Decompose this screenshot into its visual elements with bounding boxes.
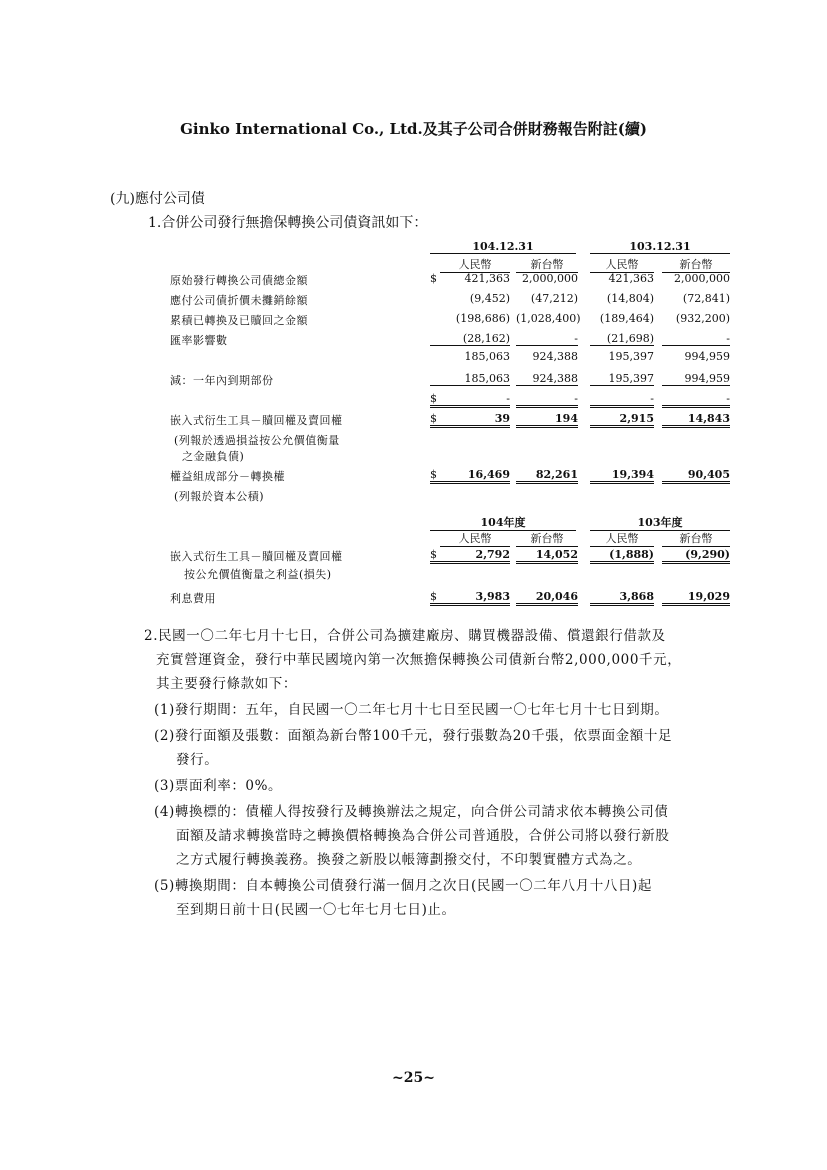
currency-symbol: $ bbox=[430, 548, 437, 561]
cell-value: 994,959 bbox=[662, 372, 730, 386]
cell-value: 3,868 bbox=[590, 590, 654, 606]
section-heading: (九)應付公司債 bbox=[110, 191, 205, 207]
cell-value: (9,290) bbox=[662, 548, 730, 564]
row-label: 權益組成部分－轉換權 bbox=[170, 470, 285, 483]
term-item-line: 面額及請求轉換當時之轉換價格轉換為合併公司普通股，合併公司將以發行新股 bbox=[176, 828, 670, 844]
cell-value: 2,792 bbox=[430, 548, 510, 564]
term-item-line: 至到期日前十日(民國一〇七年七月七日)止。 bbox=[176, 902, 456, 918]
cell-value: (28,162) bbox=[430, 332, 510, 346]
cell-value: 924,388 bbox=[516, 372, 578, 386]
row-label: 按公允價值衡量之利益(損失) bbox=[184, 568, 332, 581]
row-label: 嵌入式衍生工具－贖回權及賣回權 bbox=[170, 550, 343, 563]
cell-value: 90,405 bbox=[662, 468, 730, 484]
page-number: ~25~ bbox=[392, 1070, 435, 1086]
group-header: 104.12.31 bbox=[430, 240, 576, 254]
term-item-line: 發行。 bbox=[176, 752, 219, 768]
term-item-line: (2)發行面額及張數：面額為新台幣100千元，發行張數為20千張，依票面金額十足 bbox=[154, 728, 673, 744]
cell-value: - bbox=[590, 392, 654, 408]
group-header: 104年度 bbox=[430, 514, 576, 531]
cell-value: 185,063 bbox=[430, 372, 510, 386]
currency-symbol: $ bbox=[430, 468, 437, 481]
column-header: 新台幣 bbox=[516, 530, 578, 547]
cell-value: 14,843 bbox=[662, 412, 730, 428]
column-header: 人民幣 bbox=[590, 530, 654, 547]
cell-value: 195,397 bbox=[608, 350, 654, 363]
cell-value: (1,888) bbox=[590, 548, 654, 564]
terms-intro-line: 2.民國一〇二年七月十七日，合併公司為擴建廠房、購買機器設備、償還銀行借款及 bbox=[144, 628, 666, 644]
cell-value: 39 bbox=[430, 412, 510, 428]
cell-value: 20,046 bbox=[516, 590, 578, 606]
cell-value: (72,841) bbox=[682, 292, 730, 305]
cell-value: 194 bbox=[516, 412, 578, 428]
currency-symbol: $ bbox=[430, 590, 437, 603]
currency-symbol: $ bbox=[430, 392, 437, 405]
cell-value: (47,212) bbox=[530, 292, 578, 305]
row-label: 減：一年內到期部份 bbox=[170, 374, 274, 387]
currency-symbol: $ bbox=[430, 412, 437, 425]
cell-value: - bbox=[516, 332, 578, 346]
cell-value: 2,000,000 bbox=[522, 272, 578, 285]
group-header: 103.12.31 bbox=[590, 240, 730, 254]
row-label: 累積已轉換及已贖回之金額 bbox=[170, 314, 308, 327]
cell-value: (189,464) bbox=[599, 312, 654, 325]
column-header: 人民幣 bbox=[440, 530, 510, 547]
cell-value: 994,959 bbox=[684, 350, 730, 363]
term-item-line: (5)轉換期間：自本轉換公司債發行滿一個月之次日(民國一〇二年八月十八日)起 bbox=[154, 878, 652, 894]
cell-value: (198,686) bbox=[455, 312, 510, 325]
row-label: 嵌入式衍生工具－贖回權及賣回權 bbox=[170, 414, 343, 427]
cell-value: 19,029 bbox=[662, 590, 730, 606]
row-label: 應付公司債折價未攤銷餘額 bbox=[170, 294, 308, 307]
cell-value: (932,200) bbox=[675, 312, 730, 325]
cell-value: 3,983 bbox=[430, 590, 510, 606]
term-item-line: (1)發行期間：五年，自民國一〇二年七月十七日至民國一〇七年七月十七日到期。 bbox=[154, 702, 669, 718]
cell-value: - bbox=[430, 392, 510, 408]
column-header: 新台幣 bbox=[662, 256, 730, 273]
cell-value: 421,363 bbox=[608, 272, 654, 285]
row-label: 匯率影響數 bbox=[170, 334, 228, 347]
cell-value: (21,698) bbox=[590, 332, 654, 346]
row-label: 原始發行轉換公司債總金額 bbox=[170, 274, 308, 287]
cell-value: 82,261 bbox=[516, 468, 578, 484]
cell-value: 14,052 bbox=[516, 548, 578, 564]
terms-intro-line: 充實營運資金，發行中華民國境內第一次無擔保轉換公司債新台幣2,000,000千元， bbox=[156, 652, 682, 668]
term-item-line: 之方式履行轉換義務。換發之新股以帳簿劃撥交付，不印製實體方式為之。 bbox=[176, 852, 642, 868]
row-label: (列報於資本公積) bbox=[174, 490, 265, 503]
cell-value: 421,363 bbox=[464, 272, 510, 285]
row-label: 之金融負債) bbox=[182, 450, 245, 463]
terms-intro-line: 其主要發行條款如下： bbox=[156, 676, 297, 692]
page-title: Ginko International Co., Ltd.及其子公司合併財務報告附註(續) bbox=[180, 120, 647, 138]
currency-symbol: $ bbox=[430, 272, 437, 285]
term-item-line: (3)票面利率：0%。 bbox=[154, 778, 283, 794]
cell-value: 185,063 bbox=[464, 350, 510, 363]
column-header: 新台幣 bbox=[516, 256, 578, 273]
group-header: 103年度 bbox=[590, 514, 730, 531]
cell-value: 924,388 bbox=[532, 350, 578, 363]
cell-value: (14,804) bbox=[606, 292, 654, 305]
cell-value: (1,028,400) bbox=[516, 312, 581, 325]
cell-value: (9,452) bbox=[469, 292, 510, 305]
cell-value: 2,915 bbox=[590, 412, 654, 428]
cell-value: - bbox=[516, 392, 578, 408]
cell-value: 2,000,000 bbox=[674, 272, 730, 285]
cell-value: - bbox=[662, 332, 730, 346]
row-label: 利息費用 bbox=[170, 592, 216, 605]
cell-value: 19,394 bbox=[590, 468, 654, 484]
term-item-line: (4)轉換標的：債權人得按發行及轉換辦法之規定，向合併公司請求依本轉換公司債 bbox=[154, 804, 669, 820]
column-header: 人民幣 bbox=[440, 256, 510, 273]
cell-value: 16,469 bbox=[430, 468, 510, 484]
cell-value: 195,397 bbox=[590, 372, 654, 386]
cell-value: - bbox=[662, 392, 730, 408]
column-header: 人民幣 bbox=[590, 256, 654, 273]
row-label: (列報於透過損益按公允價值衡量 bbox=[174, 434, 340, 447]
section-subheading: 1.合併公司發行無擔保轉換公司債資訊如下： bbox=[148, 215, 428, 231]
column-header: 新台幣 bbox=[662, 530, 730, 547]
